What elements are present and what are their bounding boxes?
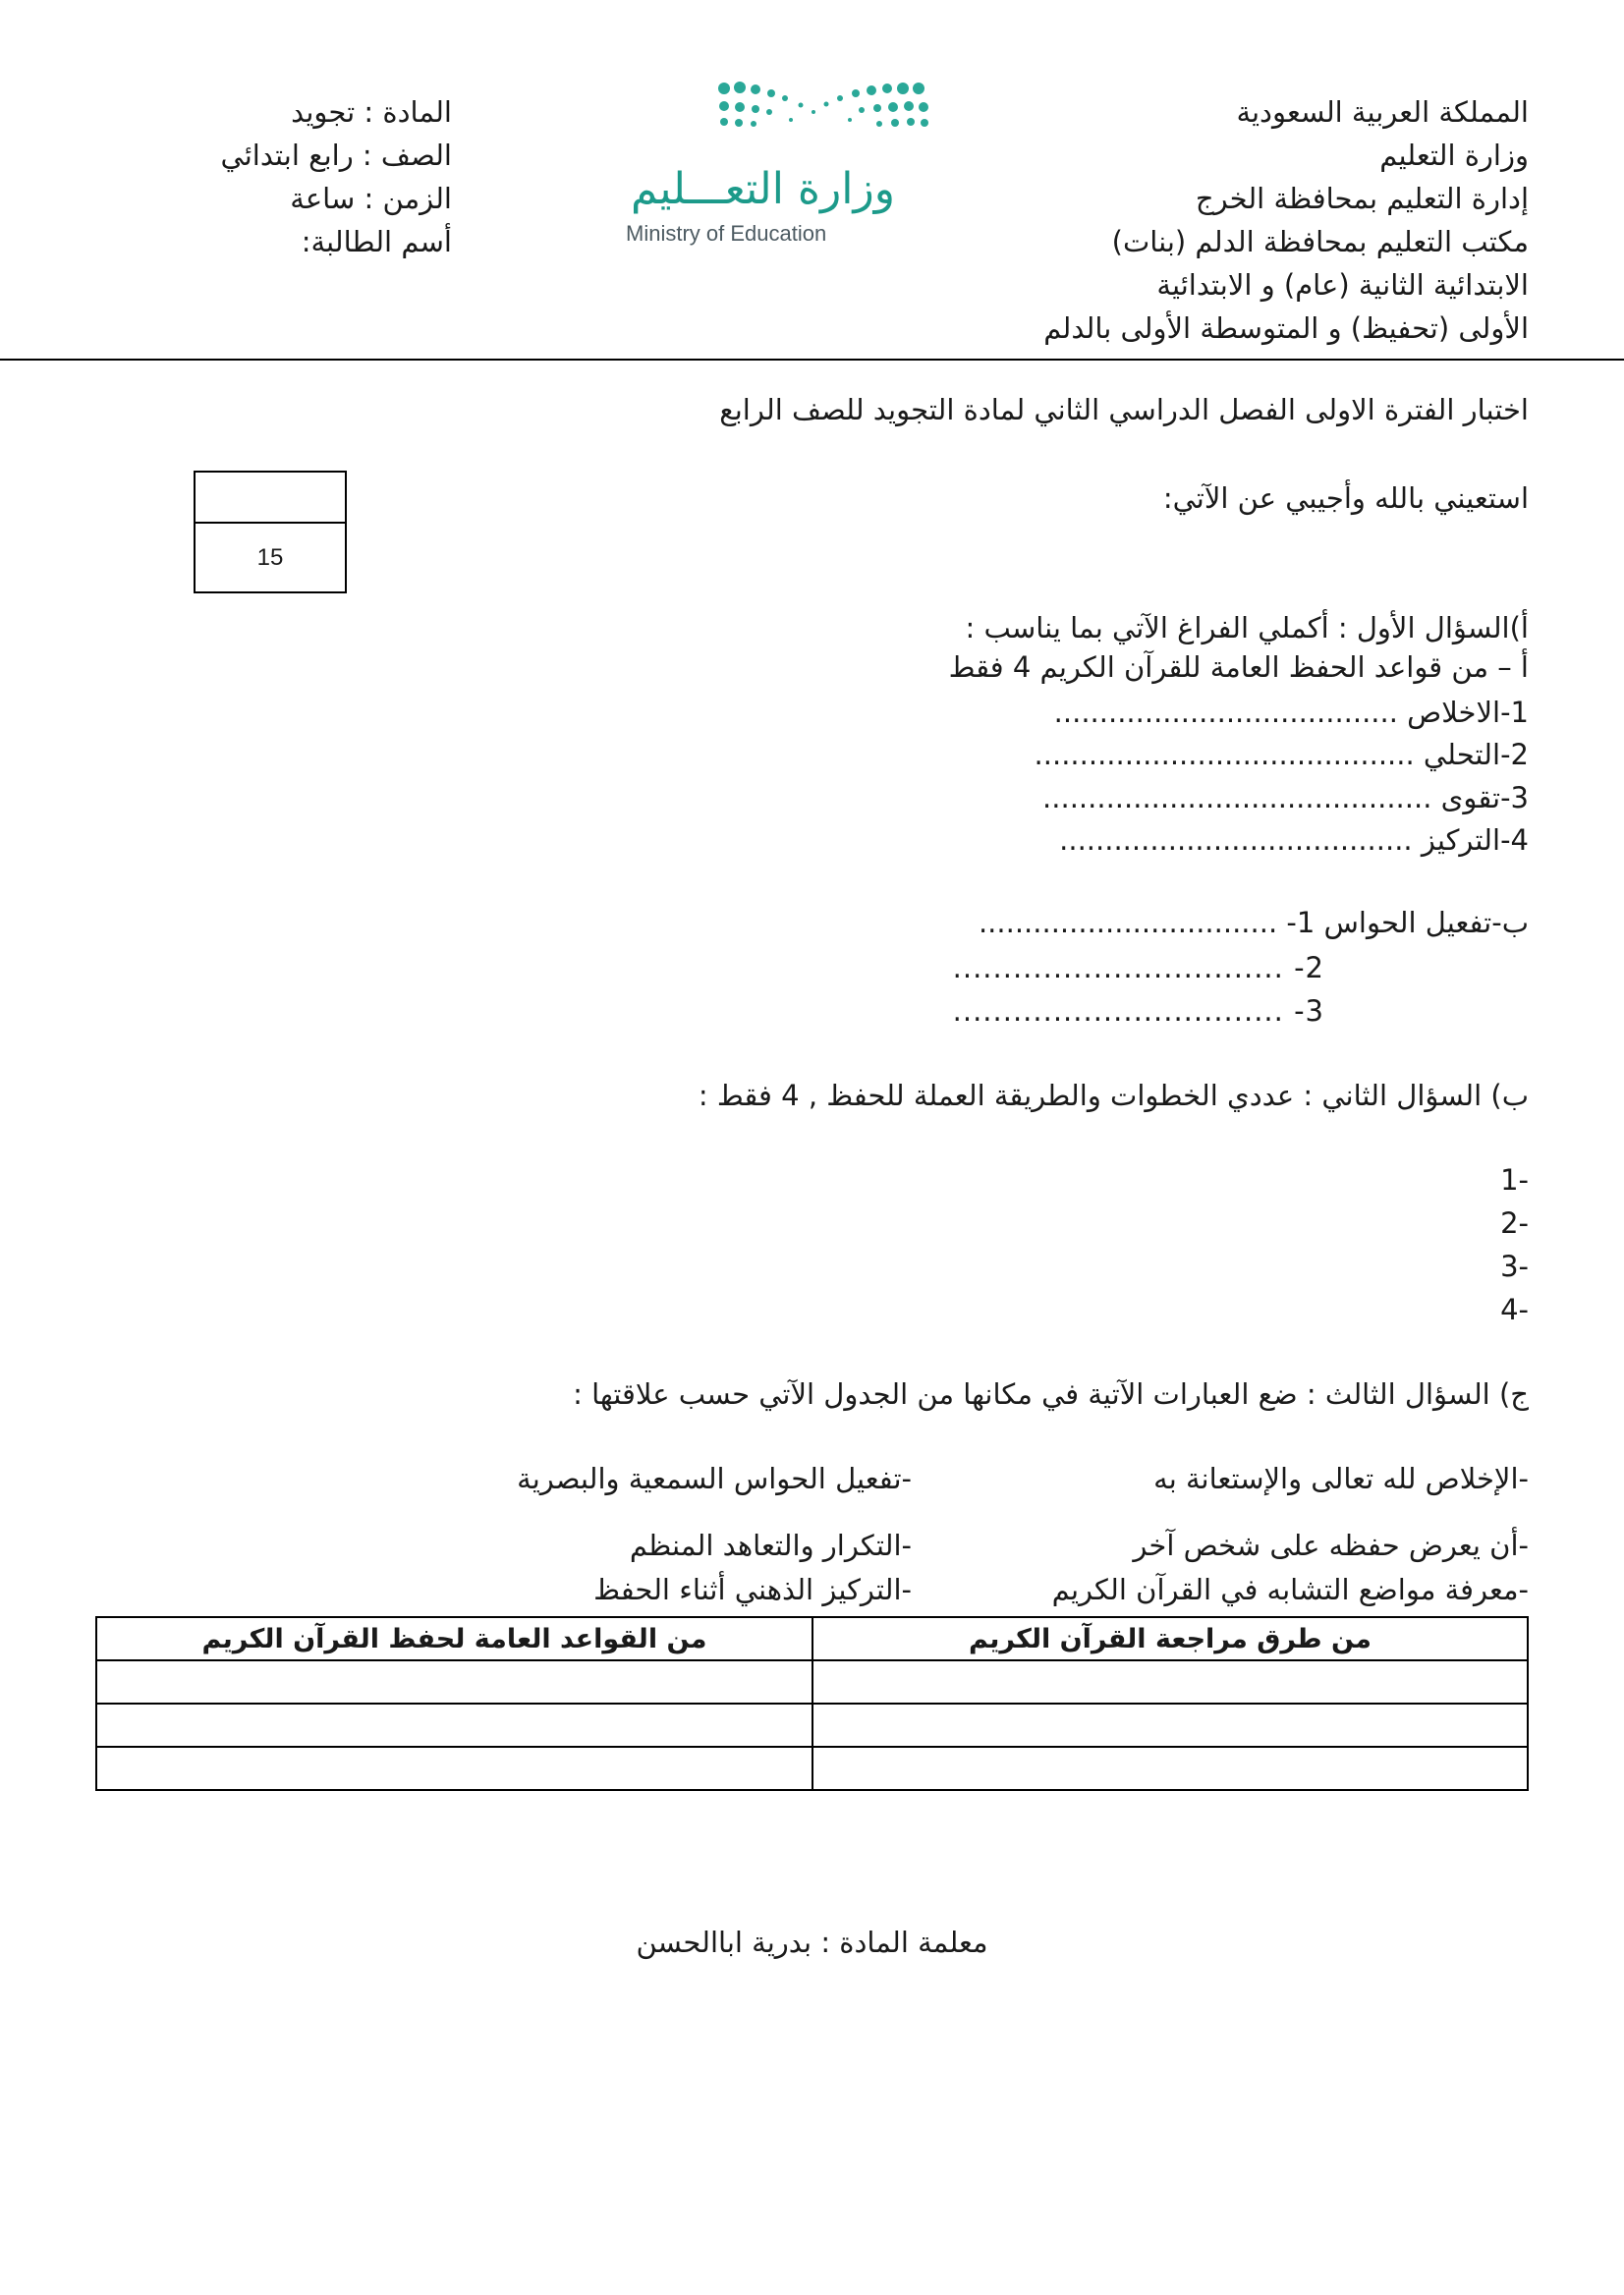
logo-arabic-text: وزارة التعـــليم <box>631 164 895 214</box>
q1-item-4: 4-التركيز ....................................... <box>1059 823 1529 857</box>
q1-item-3: 3-تقوى ........................................... <box>1042 781 1529 814</box>
student-name-label: أسم الطالبة: <box>301 225 452 258</box>
score-total: 15 <box>256 544 284 571</box>
q3-phrase-left-1: -تفعيل الحواس السمعية والبصرية <box>517 1462 912 1495</box>
score-box <box>194 471 347 593</box>
table-header-row <box>96 1617 1528 1660</box>
logo-english-text: Ministry of Education <box>626 221 827 246</box>
score-blank-cell[interactable] <box>196 473 345 524</box>
ministry-header <box>939 90 1529 350</box>
header-school-line-1: الابتدائية الثانية (عام) و الابتدائية <box>1156 268 1529 302</box>
q2-item-4: -4 <box>1500 1293 1529 1326</box>
table-row <box>96 1704 1528 1747</box>
q2-item-1: -1 <box>1500 1163 1529 1197</box>
exam-title: اختبار الفترة الاولى الفصل الدراسي الثاني لمادة التجويد للصف الرابع <box>719 393 1529 426</box>
table-header-review-methods: من طرق مراجعة القرآن الكريم <box>812 1617 1528 1660</box>
header-department: إدارة التعليم بمحافظة الخرج <box>1195 182 1529 215</box>
table-row <box>96 1660 1528 1704</box>
q1-part-b-item-1: ب-تفعيل الحواس 1- ................................. <box>978 906 1529 939</box>
instruction: استعيني بالله وأجيبي عن الآتي: <box>1162 481 1529 515</box>
q1-part-b-item-3: 3- ................................. <box>952 994 1324 1028</box>
header-divider <box>0 359 1624 361</box>
header-country: المملكة العربية السعودية <box>1236 95 1529 129</box>
q1-item-1: 1-الاخلاص ...................................... <box>1053 696 1529 729</box>
grade-label: الصف : رابع ابتدائي <box>220 139 452 172</box>
classification-table <box>95 1616 1529 1791</box>
header-school-line-2: الأولى (تحفيظ) و المتوسطة الأولى بالدلم <box>1043 311 1529 345</box>
table-row <box>96 1747 1528 1790</box>
q1-title: أ)السؤال الأول : أكملي الفراغ الآتي بما يناسب : <box>965 611 1529 644</box>
table-header-memorization-rules: من القواعد العامة لحفظ القرآن الكريم <box>96 1617 812 1660</box>
q3-phrase-right-2: -أن يعرض حفظه على شخص آخر <box>1133 1529 1529 1562</box>
teacher-signature: معلمة المادة : بدرية اباالحسن <box>636 1926 988 1959</box>
dots-icon <box>604 61 943 159</box>
q2-item-2: -2 <box>1500 1206 1529 1240</box>
table-cell[interactable] <box>812 1660 1528 1704</box>
exam-info <box>157 90 452 263</box>
q3-phrase-left-2: -التكرار والتعاهد المنظم <box>629 1529 912 1562</box>
q1-part-a-prompt: أ – من قواعد الحفظ العامة للقرآن الكريم 4 فقط <box>948 650 1529 684</box>
table-cell[interactable] <box>96 1747 812 1790</box>
q1-item-2: 2-التحلي .......................................... <box>1034 738 1529 771</box>
table-cell[interactable] <box>96 1704 812 1747</box>
header-ministry: وزارة التعليم <box>1379 139 1529 172</box>
q2-item-3: -3 <box>1500 1250 1529 1283</box>
q3-phrase-right-1: -الإخلاص لله تعالى والإستعانة به <box>1153 1462 1529 1495</box>
duration-label: الزمن : ساعة <box>290 182 452 215</box>
q3-phrase-right-3: -معرفة مواضع التشابه في القرآن الكريم <box>1051 1573 1529 1606</box>
q1-part-b-item-2: 2- ................................. <box>952 951 1324 984</box>
q2-title: ب) السؤال الثاني : عددي الخطوات والطريقة العملة للحفظ , 4 فقط : <box>698 1079 1529 1112</box>
ministry-logo <box>604 61 943 257</box>
q3-title: ج) السؤال الثالث : ضع العبارات الآتية في مكانها من الجدول الآتي حسب علاقتها : <box>573 1377 1529 1411</box>
table-cell[interactable] <box>96 1660 812 1704</box>
table-cell[interactable] <box>812 1747 1528 1790</box>
header-office: مكتب التعليم بمحافظة الدلم (بنات) <box>1111 225 1529 258</box>
table-cell[interactable] <box>812 1704 1528 1747</box>
q3-phrase-left-3: -التركيز الذهني أثناء الحفظ <box>593 1573 912 1606</box>
subject-label: المادة : تجويد <box>291 95 452 129</box>
